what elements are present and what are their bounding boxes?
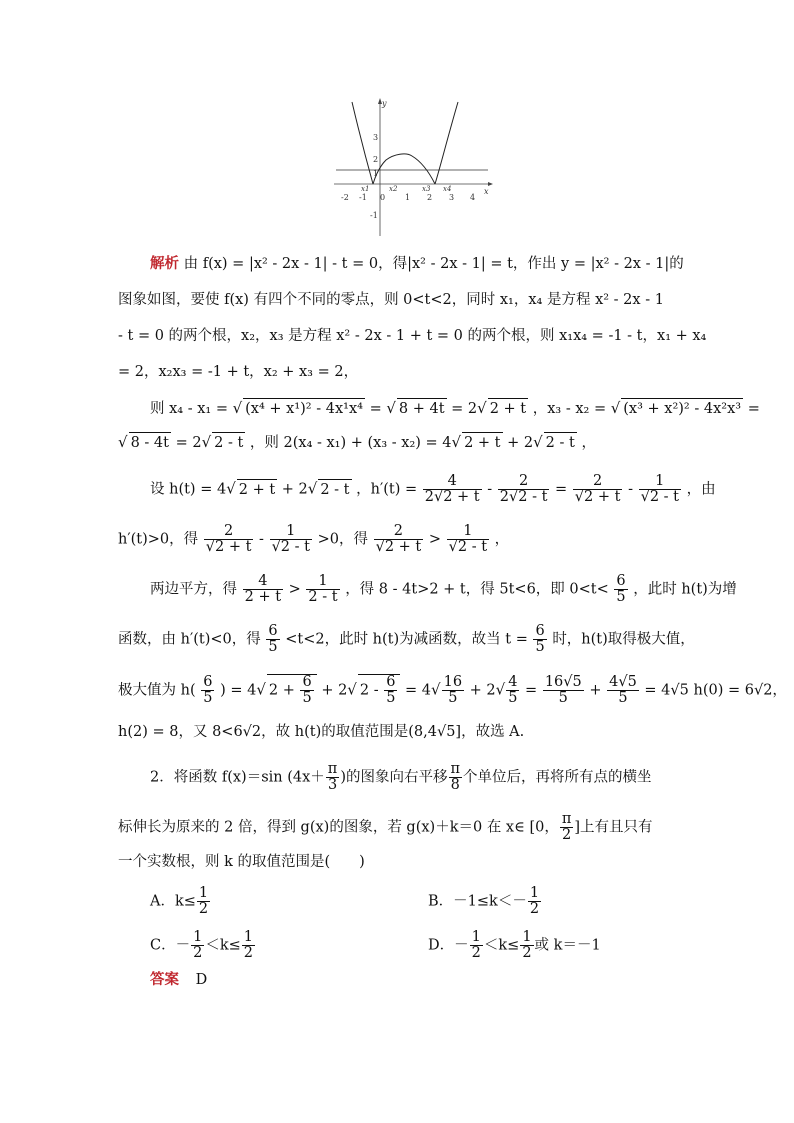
- solution-line-11: 极大值为 h( $\frac{6}{5}$ ) = 4√ 2 + $\frac{6}{5}$ + 2√ 2 - $\frac{6}{5}$ = 4√ $\frac{16}{5}$ + 2√ $\frac{4}{5}$ = $\frac{16√5}{5}$ + $\frac{4√5}{5}$ = 4√5 h(0) = 6√2，: [118, 674, 787, 706]
- root-label-x1: x1: [361, 185, 370, 193]
- l6a: 8 - 4t: [129, 432, 171, 453]
- frac-n: $\frac{4√5}{5}$: [609, 674, 637, 706]
- solution-line-3: - t = 0 的两个根，x₂，x₃ 是方程 x² - 2x - 1 + t = 0 的两个根，则 x₁x₄ = -1 - t，x₁ + x₄: [118, 328, 707, 344]
- frac-opt-a: $\frac{1}{2}$: [198, 885, 209, 917]
- answer-label: 答案: [150, 971, 179, 988]
- frac-e: $\frac{4}{2 + t}$: [244, 573, 282, 605]
- l10b: <t<2，此时 h(t)为减函数，故当 t =: [285, 631, 528, 648]
- l7a: 设 h(t) = 4: [150, 481, 227, 498]
- l11g: +: [589, 682, 602, 699]
- tick-y-neg1: -1: [370, 211, 378, 220]
- l11f: =: [525, 682, 538, 699]
- answer-line: [150, 970, 207, 990]
- frac-l: $\frac{4}{5}$: [508, 674, 518, 706]
- l9c: ，得 8 - 4t>2 + t，得 5t<6，即 0<t<: [345, 581, 609, 598]
- answer-value: D: [195, 972, 208, 988]
- p1d: 个单位后，再将所有点的横坐: [463, 769, 652, 786]
- tick-x-neg1: -1: [359, 193, 367, 202]
- frac-g: $\frac{6}{5}$: [616, 573, 626, 605]
- l8a: h′(t)>0，得: [118, 531, 199, 548]
- frac-2-over-2sqrt2mt: $\frac{2}{2√2 - t}$: [499, 473, 548, 505]
- tick-x-2: 2: [427, 193, 433, 202]
- l7i: ，由: [686, 481, 716, 498]
- frac-opt-c2: $\frac{1}{2}$: [243, 929, 254, 961]
- p2b: [0，: [529, 819, 559, 836]
- frac-a: $\frac{2}{√2 + t}$: [205, 523, 252, 555]
- tick-y-1: 1: [373, 169, 379, 178]
- option-a[interactable]: A．k≤ $\frac{1}{2}$: [150, 885, 209, 917]
- l6d: ，则 2(x₄ - x₁) + (x₃ - x₂) = 4: [249, 435, 452, 451]
- l11c: + 2: [321, 682, 348, 699]
- l6b: = 2: [175, 435, 202, 451]
- l10c: 时，h(t)取得极大值，: [552, 631, 695, 648]
- frac-pi-3: $\frac{\pi}{3}$: [327, 761, 338, 793]
- sqrt-b: 2 - $\frac{6}{5}$: [358, 674, 401, 706]
- l5b: (x⁴ + x¹)² - 4x¹x⁴: [243, 398, 365, 419]
- root-label-x3: x3: [422, 185, 431, 193]
- l11h: = 4√5 h(0) = 6√2，: [644, 682, 787, 699]
- frac-pi-2: $\frac{\pi}{2}$: [561, 811, 572, 843]
- p2c: ]上有且只有: [574, 819, 653, 836]
- p1c: )的图象向右平移: [340, 769, 448, 786]
- frac-d: $\frac{1}{√2 - t}$: [448, 523, 488, 555]
- frac-opt-c1: $\frac{1}{2}$: [193, 929, 203, 961]
- l5a: 则 x₄ - x₁ =: [150, 401, 228, 417]
- frac-k: $\frac{16}{5}$: [443, 674, 463, 706]
- frac-i: $\frac{6}{5}$: [535, 623, 545, 655]
- frac-c: $\frac{2}{√2 + t}$: [375, 523, 422, 555]
- l5e: = 2: [451, 401, 478, 417]
- l8d: >: [428, 531, 442, 548]
- l5c: =: [369, 401, 382, 417]
- l5d: 8 + 4t: [397, 398, 447, 419]
- solution-label: 解析: [150, 255, 179, 272]
- l5i: =: [747, 401, 760, 417]
- l8b: -: [259, 531, 264, 548]
- solution-line-5: 则 x₄ - x₁ = √ (x⁴ + x¹)² - 4x¹x⁴ = √ 8 + 4t = 2√ 2 + t ，x₃ - x₂ = √ (x³ + x²)² - 4x²x³ =: [150, 399, 760, 417]
- solution-line-9: [150, 574, 737, 605]
- l11b: ) = 4: [220, 682, 257, 699]
- l7g: =: [555, 481, 568, 498]
- frac-opt-b: $\frac{1}{2}$: [529, 885, 540, 917]
- solution-line-6: √ 8 - 4t = 2√ 2 - t ，则 2(x₄ - x₁) + (x₃ - x₂) = 4√ 2 + t + 2√ 2 - t ，: [118, 433, 596, 451]
- tick-x-3: 3: [449, 193, 455, 202]
- l5f: 2 + t: [488, 398, 528, 419]
- l6c: 2 - t: [212, 432, 245, 453]
- frac-f: $\frac{1}{2 - t}$: [308, 573, 338, 605]
- frac-h: $\frac{6}{5}$: [268, 623, 278, 655]
- solution-line-7: 设 h(t) = 4√ 2 + t + 2√ 2 - t ，h′(t) = $\frac{4}{2√2 + t}$ - $\frac{2}{2√2 - t}$ = $\frac{2}{√2 + t}$ - $\frac{1}{√2 - t}$ ，由: [150, 473, 716, 505]
- root-label-x2: x2: [389, 185, 398, 193]
- solution-line-8: [118, 524, 509, 555]
- tick-x-4: 4: [470, 193, 476, 202]
- option-b[interactable]: B．－1≤k＜－ $\frac{1}{2}$: [428, 885, 540, 917]
- l8e: ，: [494, 531, 510, 548]
- solution-line-10: [118, 624, 695, 655]
- l7f: -: [487, 481, 497, 498]
- x-axis-label: x: [484, 187, 489, 196]
- solution-line-1: [150, 254, 684, 274]
- tick-x-neg2: -2: [341, 193, 349, 202]
- frac-b: $\frac{1}{√2 - t}$: [271, 523, 310, 555]
- l9d: ，此时 h(t)为增: [633, 581, 737, 598]
- option-d[interactable]: D．－ $\frac{1}{2}$ ＜k≤ $\frac{1}{2}$ 或 k＝－1: [428, 929, 601, 961]
- problem-line-3: 一个实数根，则 k 的取值范围是( ): [118, 854, 365, 870]
- l5g: ，x₃ - x₂ =: [532, 401, 607, 417]
- l11e: + 2: [469, 682, 496, 699]
- p1b: (4x＋: [287, 769, 325, 786]
- l7h: -: [628, 481, 633, 498]
- l7d: 2 - t: [318, 479, 351, 500]
- tick-y-2: 2: [373, 155, 379, 164]
- function-graph: [330, 96, 494, 242]
- l7b: 2 + t: [237, 479, 277, 500]
- option-c[interactable]: C．－ $\frac{1}{2}$ ＜k≤ $\frac{1}{2}$: [150, 929, 254, 961]
- problem-line-1: [150, 762, 652, 793]
- l9b: >: [288, 581, 301, 598]
- l6e: 2 + t: [462, 432, 502, 453]
- y-axis-label: y: [382, 99, 387, 108]
- l10a: 函数，由 h′(t)<0，得: [118, 631, 261, 648]
- tick-x-0: 0: [380, 193, 386, 202]
- p1a: 2．将函数 f(x)＝sin: [150, 769, 283, 786]
- tick-x-1: 1: [405, 193, 411, 202]
- l6f: + 2: [507, 435, 534, 451]
- frac-1-over-sqrt2mt: $\frac{1}{√2 - t}$: [640, 473, 679, 505]
- tick-y-3: 3: [373, 133, 379, 142]
- problem-line-2: [118, 812, 653, 843]
- frac-j: $\frac{6}{5}$: [203, 674, 213, 706]
- frac-pi-8: $\frac{\pi}{8}$: [450, 761, 461, 793]
- solution-text-1: 由 f(x) = |x² - 2x - 1| - t = 0，得|x² - 2x - 1| = t，作出 y = |x² - 2x - 1|的: [183, 256, 684, 272]
- sqrt-a: 2 + $\frac{6}{5}$: [267, 674, 317, 706]
- p2a: 标伸长为原来的 2 倍，得到 g(x)的图象，若 g(x)＋k＝0 在 x∈: [118, 819, 525, 836]
- frac-4-over-2sqrt2pt: $\frac{4}{2√2 + t}$: [424, 473, 480, 505]
- solution-line-4: = 2，x₂x₃ = -1 + t，x₂ + x₃ = 2，: [118, 364, 359, 380]
- l7e: ，h′(t) =: [356, 481, 418, 498]
- frac-opt-d1: $\frac{1}{2}$: [471, 929, 481, 961]
- solution-line-2: 图象如图，要使 f(x) 有四个不同的零点，则 0<t<2，同时 x₁，x₄ 是方程 x² - 2x - 1: [118, 292, 664, 308]
- l6g: 2 - t: [544, 432, 577, 453]
- l5h: (x³ + x²)² - 4x²x³: [621, 398, 743, 419]
- l11d: = 4: [405, 682, 432, 699]
- l9a: 两边平方，得: [150, 581, 237, 598]
- l6h: ，: [581, 435, 596, 451]
- l8c: >0，得: [317, 531, 368, 548]
- l7c: + 2: [281, 481, 308, 498]
- frac-opt-d2: $\frac{1}{2}$: [522, 929, 532, 961]
- frac-m: $\frac{16√5}{5}$: [544, 674, 582, 706]
- root-label-x4: x4: [443, 185, 452, 193]
- frac-2-over-sqrt2pt: $\frac{2}{√2 + t}$: [574, 473, 621, 505]
- solution-line-12: h(2) = 8，又 8<6√2，故 h(t)的取值范围是(8,4√5]，故选 A.: [118, 724, 525, 740]
- l11a: 极大值为 h(: [118, 682, 196, 699]
